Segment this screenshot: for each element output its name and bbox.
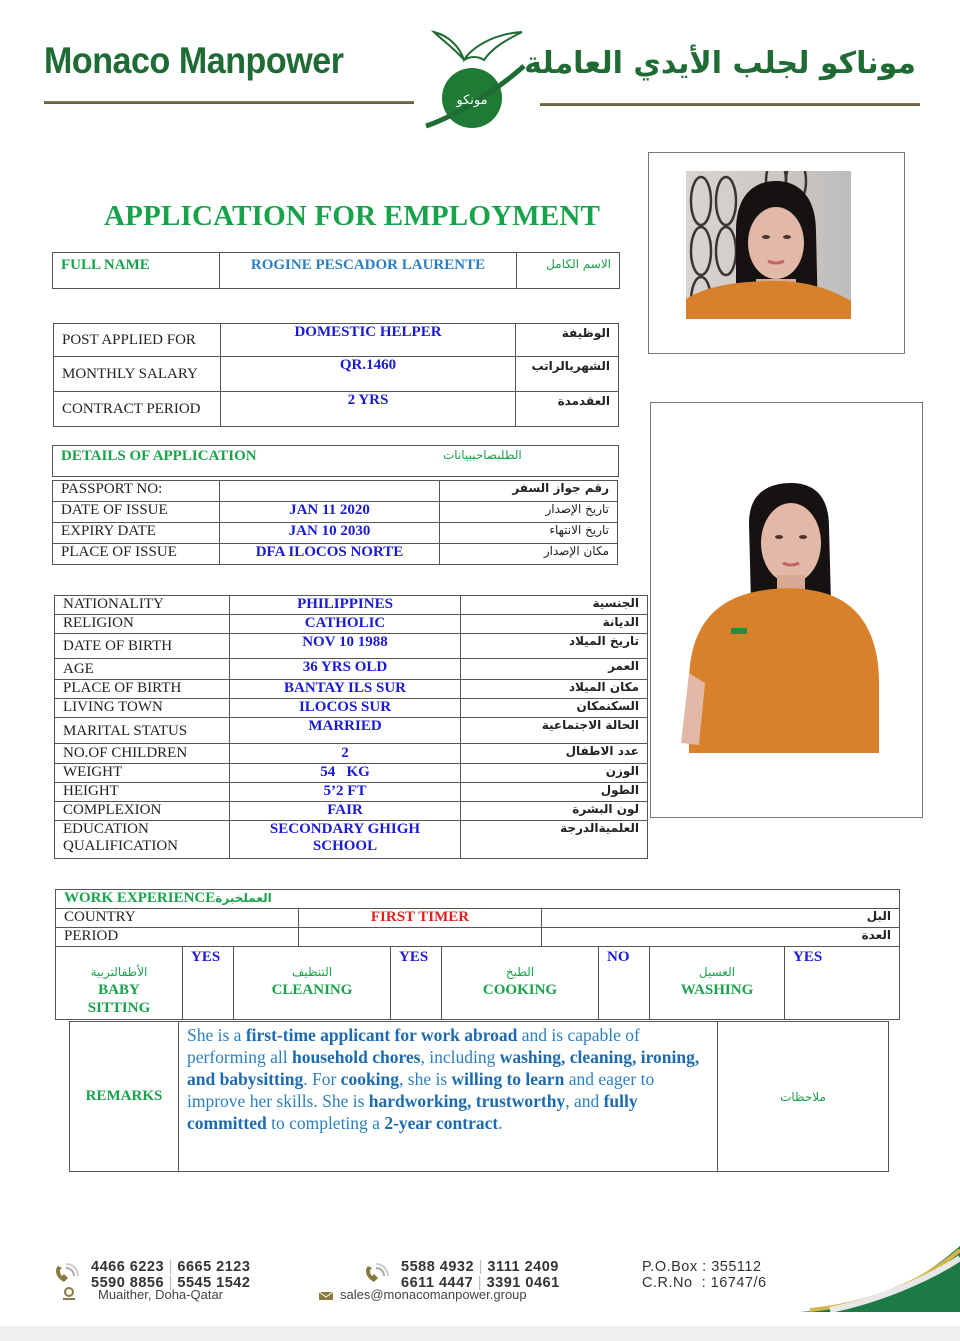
- personal-row: [55, 634, 648, 659]
- passport-row: [53, 544, 618, 565]
- remarks-segment: She is a: [187, 1025, 246, 1045]
- details-header-label-ar: الطلبصاحببيانات: [443, 448, 522, 462]
- registration-info: [642, 1259, 767, 1291]
- full-name-label: FULL NAME: [53, 253, 220, 289]
- remarks-highlight: household chores: [291, 1047, 421, 1067]
- po-box-label: P.O.Box: [642, 1259, 698, 1275]
- education-label-line2: QUALIFICATION: [63, 838, 178, 854]
- skill-cleaning-answer: YES: [391, 947, 442, 1020]
- work-row: [56, 928, 900, 947]
- nationality-label-ar: الجنسية: [461, 596, 648, 615]
- remarks-segment: . For: [303, 1069, 341, 1089]
- issue-date-label-ar: تاريخ الإصدار: [440, 502, 618, 523]
- period-value: [299, 928, 542, 947]
- skills-table: [55, 946, 900, 1020]
- dob-value: NOV 10 1988: [230, 634, 461, 659]
- personal-row: [55, 615, 648, 634]
- personal-row: [55, 764, 648, 783]
- weight-label-ar: الوزن: [461, 764, 648, 783]
- personal-row: [55, 783, 648, 802]
- passport-table: [52, 480, 618, 565]
- phone-number[interactable]: 6665 2123: [177, 1259, 251, 1275]
- personal-row: [55, 659, 648, 680]
- country-value: FIRST TIMER: [299, 909, 542, 928]
- expiry-date-label-ar: تاريخ الانتهاء: [440, 523, 618, 544]
- phone-number[interactable]: 3111 2409: [487, 1259, 559, 1275]
- education-value-line2: SCHOOL: [312, 838, 378, 854]
- religion-label: RELIGION: [55, 615, 230, 634]
- expiry-date-label: EXPIRY DATE: [53, 523, 220, 544]
- company-logo: [420, 26, 532, 134]
- remarks-segment: and is capable of performing all: [187, 1025, 640, 1067]
- skill-babysitting-answer: YES: [183, 947, 234, 1020]
- email-icon: [318, 1288, 334, 1300]
- marital-status-label: MARITAL STATUS: [55, 718, 230, 744]
- passport-no-value: [220, 481, 440, 502]
- skill-cleaning: [234, 947, 391, 1020]
- post-value: DOMESTIC HELPER: [221, 324, 516, 357]
- skill-washing-answer: YES: [785, 947, 900, 1020]
- remarks-highlight: cooking: [340, 1069, 400, 1089]
- religion-label-ar: الديانة: [461, 615, 648, 634]
- children-label: NO.OF CHILDREN: [55, 744, 230, 764]
- skill-cleaning-label: CLEANING: [271, 982, 353, 998]
- brand-name-en: Monaco Manpower: [44, 40, 344, 81]
- skill-babysitting-label: BABY: [98, 982, 140, 998]
- passport-row: [53, 502, 618, 523]
- education-label: [55, 821, 230, 859]
- pob-value: BANTAY ILS SUR: [230, 680, 461, 699]
- phones-group-a: 4466 6223 | 6665 2123 5590 8856 | 5545 1542: [91, 1259, 251, 1291]
- post-table: [53, 323, 619, 427]
- phone-number[interactable]: 5545 1542: [177, 1275, 251, 1291]
- remarks-segment: .: [498, 1113, 503, 1133]
- personal-row: [55, 680, 648, 699]
- skill-washing-label: WASHING: [680, 982, 754, 998]
- remarks-highlight: 2-year contract: [384, 1113, 499, 1133]
- work-experience-label-en: WORK EXPERIENCE: [64, 890, 216, 906]
- passport-no-label: PASSPORT NO:: [53, 481, 220, 502]
- skills-row: [56, 947, 900, 1020]
- country-label-ar: البل: [542, 909, 900, 928]
- passport-no-label-ar: رقم جواز السفر: [440, 481, 618, 502]
- age-label-ar: العمر: [461, 659, 648, 680]
- full-body-photo-frame: [650, 402, 923, 818]
- pob-label-ar: مكان الميلاد: [461, 680, 648, 699]
- remarks-segment: , she is: [399, 1069, 452, 1089]
- country-label: COUNTRY: [56, 909, 299, 928]
- height-label: HEIGHT: [55, 783, 230, 802]
- remarks-table: [69, 1021, 889, 1172]
- logo-lettering: مونكو: [456, 93, 488, 108]
- period-label-ar: العدة: [542, 928, 900, 947]
- issue-date-value: JAN 11 2020: [220, 502, 440, 523]
- cr-label: C.R.No: [642, 1275, 693, 1291]
- details-header: [52, 445, 619, 477]
- remarks-segment: and eager to improve her skills. She is: [187, 1069, 655, 1111]
- work-experience-label: [64, 890, 272, 907]
- education-label-ar: العلميةالدرجة: [461, 821, 648, 859]
- post-label-ar: الوظيفة: [516, 324, 619, 357]
- children-label-ar: عدد الاطفال: [461, 744, 648, 764]
- place-of-issue-value: DFA ILOCOS NORTE: [220, 544, 440, 565]
- education-value-line1: SECONDARY GHIGH: [269, 821, 421, 837]
- cr-value: : 16747/6: [701, 1275, 767, 1291]
- details-header-label: DETAILS OF APPLICATION: [61, 448, 257, 464]
- post-label: POST APPLIED FOR: [54, 324, 221, 357]
- address: Muaither, Doha-Qatar: [98, 1287, 224, 1302]
- remarks-segment: to completing a: [266, 1113, 385, 1133]
- contract-label: CONTRACT PERIOD: [54, 392, 221, 427]
- brand-name-ar: موناكو لجلب الأيدي العاملة: [524, 46, 916, 81]
- post-row: [54, 324, 619, 357]
- location-icon: [62, 1287, 76, 1301]
- phone-number[interactable]: 3391 0461: [486, 1275, 560, 1291]
- skill-babysitting: [56, 947, 183, 1020]
- weight-value: 54 KG: [230, 764, 461, 783]
- contract-value: 2 YRS: [221, 392, 516, 427]
- complexion-value: FAIR: [230, 802, 461, 821]
- remarks-highlight: first-time applicant for work abroad: [245, 1025, 518, 1045]
- passport-row: [53, 481, 618, 502]
- remarks-label-ar: ملاحظات: [718, 1022, 889, 1172]
- work-table: [55, 908, 900, 947]
- nationality-value: PHILIPPINES: [230, 596, 461, 615]
- height-value: 5’2 FT: [230, 783, 461, 802]
- remarks-text: [179, 1022, 717, 1136]
- height-label-ar: الطول: [461, 783, 648, 802]
- remarks-segment: , and: [565, 1091, 604, 1111]
- contract-label-ar: العقدمدة: [516, 392, 619, 427]
- complexion-label-ar: لون البشرة: [461, 802, 648, 821]
- remarks-cell: [179, 1022, 718, 1172]
- salary-value: QR.1460: [221, 357, 516, 392]
- living-town-value: ILOCOS SUR: [230, 699, 461, 718]
- full-name-table: [52, 252, 620, 289]
- remarks-highlight: willing to learn: [451, 1069, 565, 1089]
- weight-label: WEIGHT: [55, 764, 230, 783]
- age-label: AGE: [55, 659, 230, 680]
- age-value: 36 YRS OLD: [230, 659, 461, 680]
- expiry-date-value: JAN 10 2030: [220, 523, 440, 544]
- phone-number[interactable]: 5590 8856: [91, 1275, 165, 1291]
- phone-number[interactable]: 4466 6223: [91, 1259, 165, 1275]
- place-of-issue-label: PLACE OF ISSUE: [53, 544, 220, 565]
- remarks-highlight: washing, cleaning, ironing, and babysitting: [187, 1047, 700, 1089]
- remarks-highlight: fully committed: [187, 1091, 638, 1133]
- passport-row: [53, 523, 618, 544]
- page-title: APPLICATION FOR EMPLOYMENT: [104, 200, 601, 232]
- marital-status-value: MARRIED: [230, 718, 461, 744]
- dob-label: DATE OF BIRTH: [55, 634, 230, 659]
- personal-row: [55, 699, 648, 718]
- phone-number[interactable]: 5588 4932: [401, 1259, 475, 1275]
- header-rule-right: [540, 103, 920, 106]
- skill-cooking: [442, 947, 599, 1020]
- skill-cooking-label: COOKING: [482, 982, 558, 998]
- salary-label-ar: الشهريالراتب: [516, 357, 619, 392]
- living-town-label: LIVING TOWN: [55, 699, 230, 718]
- personal-row: [55, 718, 648, 744]
- remarks-segment: , including: [420, 1047, 500, 1067]
- passport-photo: [686, 171, 851, 319]
- full-body-photo: [679, 483, 889, 753]
- remarks-row: [70, 1022, 889, 1172]
- pob-label: PLACE OF BIRTH: [55, 680, 230, 699]
- footer-swoosh: [800, 1240, 960, 1312]
- religion-value: CATHOLIC: [230, 615, 461, 634]
- issue-date-label: DATE OF ISSUE: [53, 502, 220, 523]
- personal-row: [55, 821, 648, 859]
- salary-label: MONTHLY SALARY: [54, 357, 221, 392]
- post-row: [54, 357, 619, 392]
- skill-babysitting-label-ar: الأطفالتربية: [90, 965, 148, 979]
- work-row: [56, 909, 900, 928]
- personal-row: [55, 802, 648, 821]
- nationality-label: NATIONALITY: [55, 596, 230, 615]
- marital-status-label-ar: الحالة الاجتماعية: [461, 718, 648, 744]
- skill-cooking-label-ar: الطبخ: [505, 965, 535, 979]
- skill-babysitting-label2: SITTING: [87, 1000, 151, 1016]
- dob-label-ar: تاريخ الميلاد: [461, 634, 648, 659]
- skill-washing: [650, 947, 785, 1020]
- page-bottom-margin: [0, 1326, 960, 1341]
- skill-washing-label-ar: الغسيل: [698, 965, 736, 979]
- education-label-line1: EDUCATION: [63, 821, 149, 837]
- personal-row: [55, 744, 648, 764]
- phone-number[interactable]: 6611 4447: [401, 1275, 474, 1291]
- po-box-value: : 355112: [702, 1259, 762, 1275]
- email-link[interactable]: sales@monacomanpower.group: [340, 1287, 527, 1302]
- skill-cleaning-label-ar: التنظيف: [291, 965, 333, 979]
- personal-row: [55, 596, 648, 615]
- complexion-label: COMPLEXION: [55, 802, 230, 821]
- post-row: [54, 392, 619, 427]
- remarks-highlight: hardworking, trustworthy: [368, 1091, 566, 1111]
- header-rule-left: [44, 101, 414, 104]
- education-value: [230, 821, 461, 859]
- period-label: PERIOD: [56, 928, 299, 947]
- skill-cooking-answer: NO: [599, 947, 650, 1020]
- place-of-issue-label-ar: مكان الإصدار: [440, 544, 618, 565]
- work-experience-header: [55, 889, 900, 909]
- personal-table: [54, 595, 648, 859]
- full-name-label-ar: الاسم الكامل: [517, 253, 620, 289]
- passport-photo-frame: [648, 152, 905, 354]
- children-value: 2: [230, 744, 461, 764]
- remarks-label: REMARKS: [70, 1022, 179, 1172]
- work-experience-label-ar: العملخبرة: [215, 891, 272, 905]
- phones-group-b: 5588 4932 | 3111 2409 6611 4447 | 3391 0461: [401, 1259, 560, 1291]
- full-name-value: ROGINE PESCADOR LAURENTE: [220, 253, 517, 289]
- living-town-label-ar: السكنمكان: [461, 699, 648, 718]
